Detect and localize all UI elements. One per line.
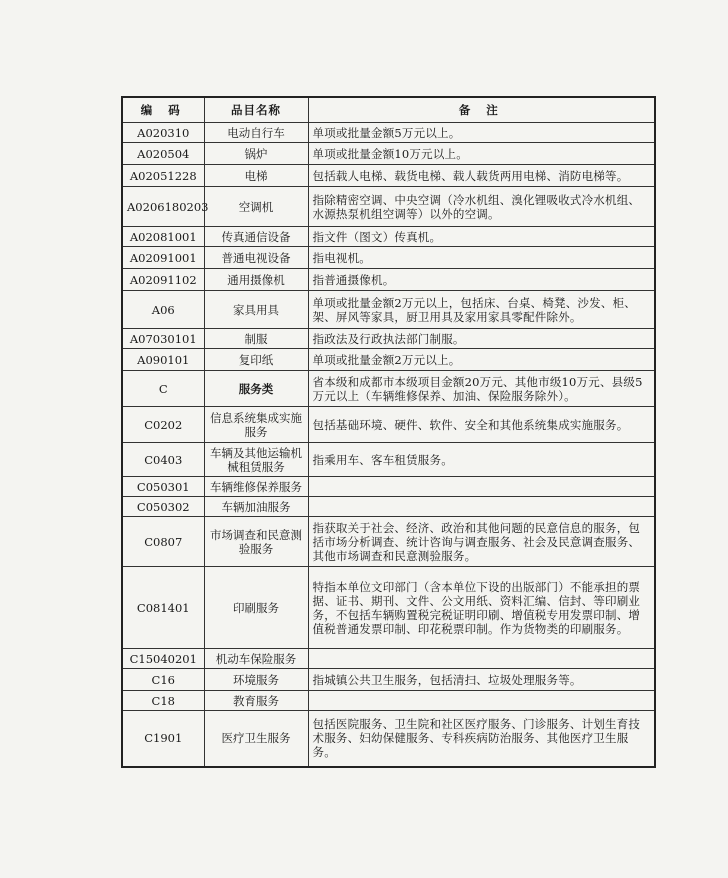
table-row bbox=[122, 269, 655, 291]
table-row bbox=[122, 329, 655, 349]
cell-code: A07030101 bbox=[122, 329, 204, 349]
cell-note: 单项或批量金额2万元以上，包括床、台桌、椅凳、沙发、柜、架、屏风等家具，厨卫用具及家用家具零配件除外。 bbox=[308, 291, 655, 329]
table-row bbox=[122, 477, 655, 497]
header-note: 备 注 bbox=[308, 97, 655, 123]
table-row bbox=[122, 349, 655, 371]
cell-code: A020504 bbox=[122, 143, 204, 165]
cell-name: 服务类 bbox=[204, 371, 308, 407]
cell-note bbox=[308, 477, 655, 497]
cell-name: 医疗卫生服务 bbox=[204, 711, 308, 767]
cell-name: 电梯 bbox=[204, 165, 308, 187]
cell-name: 教育服务 bbox=[204, 691, 308, 711]
table-row bbox=[122, 371, 655, 407]
cell-name: 车辆维修保养服务 bbox=[204, 477, 308, 497]
cell-note: 指电视机。 bbox=[308, 247, 655, 269]
cell-code: A0206180203 bbox=[122, 187, 204, 227]
table-body bbox=[122, 123, 655, 767]
cell-note bbox=[308, 497, 655, 517]
cell-note: 特指本单位文印部门（含本单位下设的出版部门）不能承担的票据、证书、期刊、文件、公文用纸、资料汇编、信封、等印刷业务，不包括车辆购置税完税证明印刷、增值税专用发票印制、增值税普通发票印制、印花税票印制。作为货物类的印刷服务。 bbox=[308, 567, 655, 649]
header-code: 编 码 bbox=[122, 97, 204, 123]
table-row bbox=[122, 407, 655, 443]
cell-code: A02091102 bbox=[122, 269, 204, 291]
table-row bbox=[122, 649, 655, 669]
table-row bbox=[122, 567, 655, 649]
cell-code: C0807 bbox=[122, 517, 204, 567]
cell-code: C081401 bbox=[122, 567, 204, 649]
header-name: 品目名称 bbox=[204, 97, 308, 123]
procurement-catalog-table bbox=[121, 96, 656, 768]
table-row bbox=[122, 517, 655, 567]
cell-name: 机动车保险服务 bbox=[204, 649, 308, 669]
cell-code: A02081001 bbox=[122, 227, 204, 247]
cell-name: 电动自行车 bbox=[204, 123, 308, 143]
cell-code: A02091001 bbox=[122, 247, 204, 269]
cell-name: 普通电视设备 bbox=[204, 247, 308, 269]
cell-name: 制服 bbox=[204, 329, 308, 349]
cell-name: 环境服务 bbox=[204, 669, 308, 691]
cell-code: A020310 bbox=[122, 123, 204, 143]
table-row bbox=[122, 123, 655, 143]
cell-code: C15040201 bbox=[122, 649, 204, 669]
cell-note: 指普通摄像机。 bbox=[308, 269, 655, 291]
cell-note: 单项或批量金额2万元以上。 bbox=[308, 349, 655, 371]
table-row bbox=[122, 291, 655, 329]
cell-note: 省本级和成都市本级项目金额20万元、其他市级10万元、县级5万元以上（车辆维修保养、加油、保险服务除外）。 bbox=[308, 371, 655, 407]
table-row bbox=[122, 247, 655, 269]
cell-name: 信息系统集成实施服务 bbox=[204, 407, 308, 443]
cell-name: 传真通信设备 bbox=[204, 227, 308, 247]
cell-name: 印刷服务 bbox=[204, 567, 308, 649]
cell-note: 单项或批量金额5万元以上。 bbox=[308, 123, 655, 143]
table-row bbox=[122, 669, 655, 691]
table-row bbox=[122, 187, 655, 227]
cell-name: 空调机 bbox=[204, 187, 308, 227]
cell-code: C bbox=[122, 371, 204, 407]
table-row bbox=[122, 497, 655, 517]
cell-code: C050301 bbox=[122, 477, 204, 497]
cell-code: A02051228 bbox=[122, 165, 204, 187]
cell-code: C0202 bbox=[122, 407, 204, 443]
cell-note: 包括基础环境、硬件、软件、安全和其他系统集成实施服务。 bbox=[308, 407, 655, 443]
cell-name: 市场调查和民意测验服务 bbox=[204, 517, 308, 567]
cell-name: 复印纸 bbox=[204, 349, 308, 371]
cell-note: 指获取关于社会、经济、政治和其他问题的民意信息的服务，包括市场分析调查、统计咨询与调查服务、社会及民意调查服务、其他市场调查和民意测验服务。 bbox=[308, 517, 655, 567]
cell-code: C16 bbox=[122, 669, 204, 691]
cell-note bbox=[308, 649, 655, 669]
cell-code: A090101 bbox=[122, 349, 204, 371]
cell-note: 单项或批量金额10万元以上。 bbox=[308, 143, 655, 165]
cell-code: C18 bbox=[122, 691, 204, 711]
cell-note: 包括医院服务、卫生院和社区医疗服务、门诊服务、计划生育技术服务、妇幼保健服务、专科疾病防治服务、其他医疗卫生服务。 bbox=[308, 711, 655, 767]
table-row bbox=[122, 227, 655, 247]
cell-code: C050302 bbox=[122, 497, 204, 517]
cell-name: 锅炉 bbox=[204, 143, 308, 165]
cell-note: 指乘用车、客车租赁服务。 bbox=[308, 443, 655, 477]
cell-name: 家具用具 bbox=[204, 291, 308, 329]
table-row bbox=[122, 143, 655, 165]
cell-note: 包括载人电梯、载货电梯、载人载货两用电梯、消防电梯等。 bbox=[308, 165, 655, 187]
cell-note: 指政法及行政执法部门制服。 bbox=[308, 329, 655, 349]
cell-code: C0403 bbox=[122, 443, 204, 477]
cell-name: 通用摄像机 bbox=[204, 269, 308, 291]
cell-code: A06 bbox=[122, 291, 204, 329]
cell-note: 指城镇公共卫生服务，包括清扫、垃圾处理服务等。 bbox=[308, 669, 655, 691]
cell-name: 车辆加油服务 bbox=[204, 497, 308, 517]
cell-name: 车辆及其他运输机械租赁服务 bbox=[204, 443, 308, 477]
cell-note: 指文件（图文）传真机。 bbox=[308, 227, 655, 247]
cell-note bbox=[308, 691, 655, 711]
table-row bbox=[122, 165, 655, 187]
table-header-row bbox=[122, 97, 655, 123]
table-row bbox=[122, 443, 655, 477]
table-row bbox=[122, 691, 655, 711]
cell-code: C1901 bbox=[122, 711, 204, 767]
cell-note: 指除精密空调、中央空调（冷水机组、溴化锂吸收式冷水机组、水源热泵机组空调等）以外的空调。 bbox=[308, 187, 655, 227]
table-row bbox=[122, 711, 655, 767]
